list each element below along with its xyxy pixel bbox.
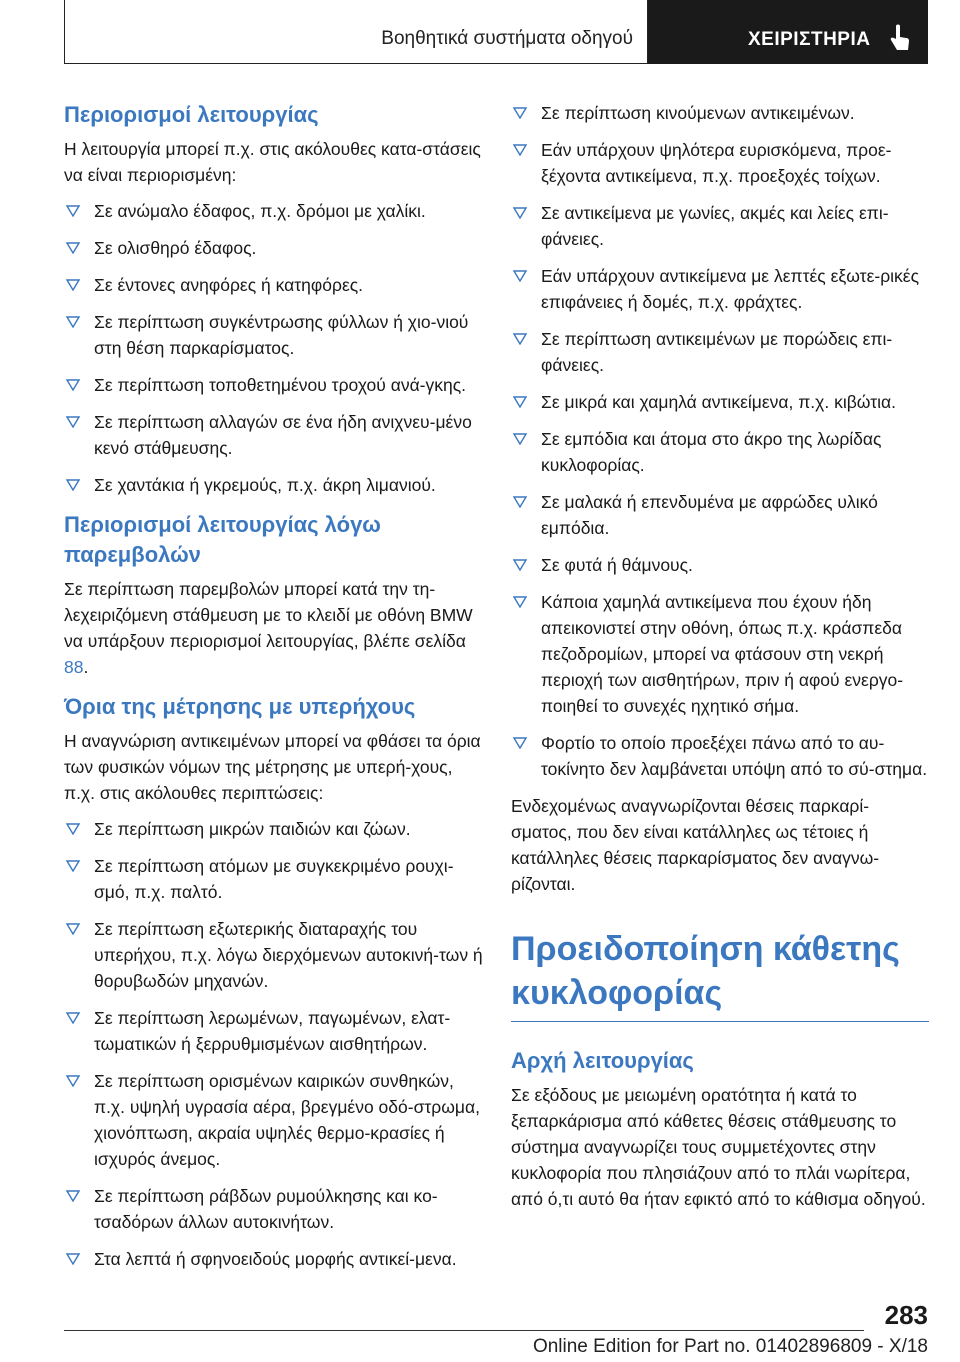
- bullet-triangle-icon: [66, 279, 80, 291]
- bullet-triangle-icon: [513, 496, 527, 508]
- bullet-triangle-icon: [513, 737, 527, 749]
- list-item: Σε χαντάκια ή γκρεμούς, π.χ. άκρη λιμανιού.: [64, 472, 484, 498]
- list-item: Σε περίπτωση εξωτερικής διαταραχής του υπερήχου, π.χ. λόγω διερχόμενων αυτοκινή‐των ή θορυβωδών μηχανών.: [64, 916, 484, 994]
- list-item: Σε περίπτωση συγκέντρωσης φύλλων ή χιο‐νιού στη θέση παρκαρίσματος.: [64, 309, 484, 361]
- bullet-triangle-icon: [66, 416, 80, 428]
- heading-function-limits: Περιορισμοί λειτουργίας: [64, 102, 319, 127]
- list-item: Σε περίπτωση ράβδων ρυμούλκησης και κο‐τσαδόρων άλλων αυτοκινήτων.: [64, 1183, 484, 1235]
- intro-ultrasound-limits: Η αναγνώριση αντικειμένων μπορεί να φθάσει τα όρια των φυσικών νόμων της μέτρησης με υπερή‐χους, π.χ. στις ακόλουθες περιπτώσεις:: [64, 731, 481, 803]
- list-item: Σε ολισθηρό έδαφος.: [64, 235, 484, 261]
- bullet-triangle-icon: [513, 396, 527, 408]
- page-number: 283: [884, 1300, 928, 1330]
- heading-ultrasound-limits: Όρια της μέτρησης με υπερήχους: [64, 694, 416, 719]
- heading-interference-limits: Περιορισμοί λειτουργίας λόγω παρεμβολών: [64, 512, 381, 567]
- list-item: Σε μικρά και χαμηλά αντικείμενα, π.χ. κιβώτια.: [511, 389, 929, 415]
- section-header-box: [64, 0, 648, 64]
- list-item: Σε ανώμαλο έδαφος, π.χ. δρόμοι με χαλίκι.: [64, 198, 484, 224]
- list-item: Σε περίπτωση ορισμένων καιρικών συνθηκών, π.χ. υψηλή υγρασία αέρα, βρεγμένο οδό‐στρωμα, χιονόπτωση, ακραία υψηλές θερμο‐κρασίες ή ισχυρός άνεμος.: [64, 1068, 484, 1172]
- edition-footer: Online Edition for Part no. 01402896809 - X/18: [532, 1336, 928, 1357]
- list-item: Εάν υπάρχουν ψηλότερα ευρισκόμενα, προε‐ξέχοντα αντικείμενα, π.χ. προεξοχές τοίχων.: [511, 137, 929, 189]
- right-column: [511, 100, 929, 1222]
- chapter-tab-label: ΧΕΙΡΙΣΤΗΡΙΑ: [748, 29, 871, 50]
- chapter-title: Προειδοποίηση κάθετης κυκλοφορίας: [511, 927, 929, 1022]
- chapter-tab[interactable]: [648, 0, 928, 64]
- parking-detection-note: Ενδεχομένως αναγνωρίζονται θέσεις παρκαρί‐σματος, που δεν είναι κατάλληλες ως τέτοιες ή κατάλληλες θέσεις παρκαρίσματος δεν αναγνω‐ρίζονται.: [511, 796, 880, 894]
- bullet-triangle-icon: [513, 107, 527, 119]
- bullet-triangle-icon: [66, 379, 80, 391]
- list-item: Σε μαλακά ή επενδυμένα με αφρώδες υλικό εμπόδια.: [511, 489, 929, 541]
- list-item: Σε περίπτωση τοποθετημένου τροχού ανά‐γκης.: [64, 372, 484, 398]
- list-item: Σε εμπόδια και άτομα στο άκρο της λωρίδας κυκλοφορίας.: [511, 426, 929, 478]
- bullet-triangle-icon: [66, 242, 80, 254]
- list-item: Κάποια χαμηλά αντικείμενα που έχουν ήδη απεικονιστεί στην οθόνη, όπως π.χ. κράσπεδα πεζοδρομίων, μπορεί να φτάσουν στη νεκρή περιοχή των αισθητήρων, πριν ή αφού ενεργο‐ποιηθεί το συνεχές ηχητικό σήμα.: [511, 589, 929, 719]
- list-item: Σε περίπτωση λερωμένων, παγωμένων, ελατ‐τωματικών ή ξερρυθμισμένων αισθητήρων.: [64, 1005, 484, 1057]
- list-ultrasound-limits: [64, 816, 484, 1272]
- list-item: Σε περίπτωση μικρών παιδιών και ζώων.: [64, 816, 484, 842]
- bullet-triangle-icon: [66, 1190, 80, 1202]
- page-header: [64, 0, 928, 64]
- bullet-triangle-icon: [66, 316, 80, 328]
- page-reference-link[interactable]: 88: [64, 657, 84, 677]
- list-item: Σε περίπτωση ατόμων με συγκεκριμένο ρουχι‐σμό, π.χ. παλτό.: [64, 853, 484, 905]
- bullet-triangle-icon: [513, 559, 527, 571]
- bullet-triangle-icon: [66, 923, 80, 935]
- bullet-triangle-icon: [66, 1012, 80, 1024]
- list-item: Εάν υπάρχουν αντικείμενα με λεπτές εξωτε‐ρικές επιφάνειες ή δομές, π.χ. φράχτες.: [511, 263, 929, 315]
- bullet-triangle-icon: [66, 205, 80, 217]
- list-item: Σε περίπτωση αλλαγών σε ένα ήδη ανιχνευ‐μένο κενό στάθμευσης.: [64, 409, 484, 461]
- bullet-triangle-icon: [66, 860, 80, 872]
- bullet-triangle-icon: [513, 333, 527, 345]
- list-item: Στα λεπτά ή σφηνοειδούς μορφής αντικεί‐μενα.: [64, 1246, 484, 1272]
- list-item: Σε αντικείμενα με γωνίες, ακμές και λείες επι‐φάνειες.: [511, 200, 929, 252]
- left-column: [64, 100, 484, 1283]
- text-operating-principle: Σε εξόδους με μειωμένη ορατότητα ή κατά το ξεπαρκάρισμα από κάθετες θέσεις στάθμευσης το σύστημα αναγνωρίζει τους συμμετέχοντες στην κυκλοφορία που πλησιάζουν από το πλάι νωρίτερα, από ό,τι αυτό θα ήταν εφικτό από το κάθισμα οδηγού.: [511, 1085, 926, 1209]
- bullet-triangle-icon: [513, 144, 527, 156]
- list-ultrasound-limits-continued: [511, 100, 929, 782]
- list-item: Σε περίπτωση αντικειμένων με πορώδεις επι‐φάνειες.: [511, 326, 929, 378]
- bullet-triangle-icon: [66, 823, 80, 835]
- list-item: Σε έντονες ανηφόρες ή κατηφόρες.: [64, 272, 484, 298]
- intro-function-limits: Η λειτουργία μπορεί π.χ. στις ακόλουθες κατα‐στάσεις να είναι περιορισμένη:: [64, 139, 481, 185]
- heading-operating-principle: Αρχή λειτουργίας: [511, 1048, 694, 1073]
- bullet-triangle-icon: [513, 433, 527, 445]
- list-item: Φορτίο το οποίο προεξέχει πάνω από το αυ‐τοκίνητο δεν λαμβάνεται υπόψη από το σύ‐στημα.: [511, 730, 929, 782]
- bullet-triangle-icon: [513, 270, 527, 282]
- section-title: Βοηθητικά συστήματα οδηγού: [381, 28, 633, 49]
- text-interference-limits: Σε περίπτωση παρεμβολών μπορεί κατά την τη‐λεχειριζόμενη στάθμευση με το κλειδί με οθόνη BMW να υπάρξουν περιορισμοί λειτουργίας, βλέπε σελίδα 88.: [64, 579, 473, 677]
- bullet-triangle-icon: [66, 1075, 80, 1087]
- bullet-triangle-icon: [513, 207, 527, 219]
- bullet-triangle-icon: [513, 596, 527, 608]
- hand-pointer-icon: [888, 24, 912, 54]
- list-item: Σε φυτά ή θάμνους.: [511, 552, 929, 578]
- bullet-triangle-icon: [66, 1253, 80, 1265]
- list-function-limits: [64, 198, 484, 498]
- footer-divider: [64, 1330, 864, 1331]
- list-item: Σε περίπτωση κινούμενων αντικειμένων.: [511, 100, 929, 126]
- bullet-triangle-icon: [66, 479, 80, 491]
